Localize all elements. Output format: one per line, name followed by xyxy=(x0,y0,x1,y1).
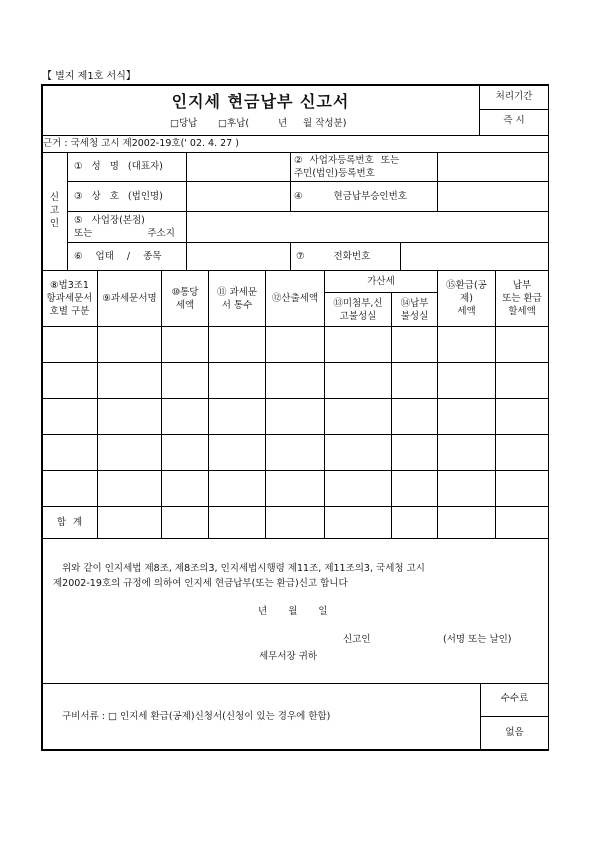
table-cell[interactable] xyxy=(392,435,437,469)
attachments-text[interactable]: 구비서류 : □ 인지세 환급(공제)신청서(신청이 있는 경우에 한함) xyxy=(62,711,331,722)
table-cell[interactable] xyxy=(325,399,391,433)
header-surcharge: 가산세 xyxy=(367,276,395,287)
filer-col-line-3 xyxy=(437,152,438,211)
table-cell[interactable] xyxy=(438,399,495,433)
filer-row-line-2 xyxy=(67,211,548,212)
filer-row-line-1 xyxy=(67,181,548,182)
table-cell[interactable] xyxy=(162,327,208,361)
company-field[interactable] xyxy=(188,183,288,210)
table-cell[interactable] xyxy=(162,399,208,433)
form-title: 인지세 현금납부 신고서 xyxy=(171,92,350,111)
form-border-bottom xyxy=(41,749,549,751)
table-cell[interactable] xyxy=(438,471,495,505)
header-unit-tax-1: ⑩통당 xyxy=(171,286,199,298)
table-cell[interactable] xyxy=(42,327,97,361)
table-cell[interactable] xyxy=(392,363,437,397)
declaration-recipient: 세무서장 귀하 xyxy=(259,651,318,662)
table-row-line-5 xyxy=(41,506,549,507)
table-cell[interactable] xyxy=(392,327,437,361)
header-doc-type-1: ⑧법3조1 xyxy=(50,280,89,291)
table-cell[interactable] xyxy=(98,471,161,505)
header-calculated-tax: ⑫산출세액 xyxy=(271,293,319,304)
reg-no-label-2: 주민(법인)등록번호 xyxy=(294,168,375,179)
filer-row-line-3 xyxy=(67,242,548,243)
processing-label: 처리기간 xyxy=(495,91,533,102)
table-cell[interactable] xyxy=(496,399,548,433)
reg-no-label-1: ② 사업자등록번호 또는 xyxy=(294,155,400,166)
header-refund-2: 제) xyxy=(460,293,473,304)
fee-value: 없음 xyxy=(505,727,524,738)
table-cell[interactable] xyxy=(162,471,208,505)
table-cell[interactable] xyxy=(392,471,437,505)
header-doc-type-2: 항과세문서 xyxy=(46,293,93,304)
declaration-date: 년 월 일 xyxy=(258,606,328,617)
header-refund-3: 세액 xyxy=(457,306,476,317)
reg-no-field[interactable] xyxy=(439,154,546,180)
header-payable xyxy=(496,271,548,326)
company-label: ③ 상 호 (법인명) xyxy=(74,191,163,202)
attachments-top-line xyxy=(41,683,549,684)
business-field[interactable] xyxy=(188,244,288,269)
table-cell[interactable] xyxy=(438,363,495,397)
table-cell[interactable] xyxy=(266,471,324,505)
address-field[interactable] xyxy=(188,213,546,241)
total-label: 합 계 xyxy=(56,517,83,528)
header-payable-3: 할세액 xyxy=(508,306,536,317)
table-cell[interactable] xyxy=(496,327,548,361)
name-label: ① 성 명 (대표자) xyxy=(74,161,163,172)
table-cell[interactable] xyxy=(209,363,265,397)
table-cell[interactable] xyxy=(42,363,97,397)
header-doc-type xyxy=(42,271,97,326)
table-bottom-line xyxy=(41,538,549,539)
year-unit: 년 xyxy=(278,118,288,129)
on-time-checkbox[interactable]: □당납 xyxy=(170,118,198,129)
header-bottom-line xyxy=(41,135,549,136)
filer-col-line-1 xyxy=(186,152,187,211)
filer-col-line-6 xyxy=(290,242,291,270)
form-border-right xyxy=(548,84,549,751)
header-doc-name: ⑨과세문서명 xyxy=(102,293,157,304)
form-border-top xyxy=(41,84,549,86)
table-cell[interactable] xyxy=(496,435,548,469)
table-cell[interactable] xyxy=(266,399,324,433)
declaration-sign[interactable]: (서명 또는 날인) xyxy=(443,634,512,645)
phone-label: ⑦ 전화번호 xyxy=(296,251,371,262)
header-surcharge-payment-1: ⑭납부 xyxy=(400,297,429,309)
header-surcharge-filing-1: ⑬미첨부,신 xyxy=(333,297,383,309)
header-surcharge-filing xyxy=(325,293,391,326)
address-label-2: 또는 주소지 xyxy=(74,228,175,239)
processing-value: 즉 시 xyxy=(503,115,525,126)
address-label-1: ⑤ 사업장(본점) xyxy=(74,215,145,226)
table-cell[interactable] xyxy=(209,327,265,361)
table-cell[interactable] xyxy=(496,363,548,397)
header-refund xyxy=(438,271,495,326)
table-cell[interactable] xyxy=(438,327,495,361)
table-cell[interactable] xyxy=(496,471,548,505)
header-doc-count-1: ⑪ 과세문 xyxy=(216,286,258,298)
late-checkbox[interactable]: □후납( xyxy=(218,118,250,129)
month-unit: 월 작성분) xyxy=(303,118,347,129)
filer-col-line-4 xyxy=(186,211,187,242)
table-cell[interactable] xyxy=(42,471,97,505)
header-refund-1: ⑮환급(공 xyxy=(446,280,487,291)
filer-col-line-2 xyxy=(290,152,291,211)
table-cell[interactable] xyxy=(266,327,324,361)
fee-label: 수수료 xyxy=(500,693,529,704)
header-doc-count xyxy=(209,271,265,326)
business-label: ⑥ 업태 / 종목 xyxy=(74,251,162,262)
approval-label: ④ 현금납부승인번호 xyxy=(294,191,407,202)
table-cell[interactable] xyxy=(209,435,265,469)
table-cell[interactable] xyxy=(266,435,324,469)
table-cell[interactable] xyxy=(42,435,97,469)
filer-col-line-7 xyxy=(400,242,401,270)
header-surcharge-filing-2: 고불성실 xyxy=(339,310,377,322)
table-cell[interactable] xyxy=(392,399,437,433)
filer-label-1: 신 xyxy=(49,192,60,203)
table-cell[interactable] xyxy=(438,435,495,469)
phone-field[interactable] xyxy=(402,244,546,269)
table-cell[interactable] xyxy=(98,435,161,469)
header-unit-tax-2: 세액 xyxy=(175,299,195,311)
table-cell[interactable] xyxy=(266,363,324,397)
table-cell[interactable] xyxy=(209,471,265,505)
header-surcharge-payment-2: 불성실 xyxy=(400,310,429,322)
table-cell[interactable] xyxy=(209,399,265,433)
filer-label-2: 고 xyxy=(49,205,60,216)
header-doc-count-2: 서 통수 xyxy=(221,299,253,311)
table-cell[interactable] xyxy=(42,399,97,433)
form-tag: 【 별지 제1호 서식】 xyxy=(42,71,136,82)
header-surcharge-payment xyxy=(392,293,437,326)
declaration-line-1: 위와 같이 인지세법 제8조, 제8조의3, 인지세법시행령 제11조, 제11조의3, 국세청 고시 xyxy=(62,563,425,574)
basis-reference: 근거 : 국세청 고시 제2002-19호(' 02. 4. 27 ) xyxy=(43,138,239,149)
table-cell[interactable] xyxy=(325,363,391,397)
basis-bottom-line xyxy=(41,152,549,153)
table-cell[interactable] xyxy=(98,327,161,361)
filer-label-3: 인 xyxy=(49,218,60,229)
header-payable-2: 또는 환급 xyxy=(502,293,542,304)
declaration-line-2: 제2002-19호의 규정에 의하여 인지세 현금납부(또는 환급)신고 합니다 xyxy=(53,578,348,589)
table-cell[interactable] xyxy=(325,471,391,505)
header-payable-1: 납부 xyxy=(512,280,532,291)
table-cell[interactable] xyxy=(325,435,391,469)
approval-field[interactable] xyxy=(439,183,546,210)
filer-col-line-5 xyxy=(186,242,187,270)
table-cell[interactable] xyxy=(325,327,391,361)
header-unit-tax xyxy=(162,271,208,326)
table-cell[interactable] xyxy=(162,435,208,469)
header-doc-type-3: 호별 구분 xyxy=(49,306,90,317)
table-cell[interactable] xyxy=(162,363,208,397)
name-field[interactable] xyxy=(188,154,288,180)
processing-divider xyxy=(479,109,548,110)
table-cell[interactable] xyxy=(98,399,161,433)
fee-row-line xyxy=(480,716,548,717)
declaration-filer: 신고인 xyxy=(343,634,371,645)
table-cell[interactable] xyxy=(98,363,161,397)
